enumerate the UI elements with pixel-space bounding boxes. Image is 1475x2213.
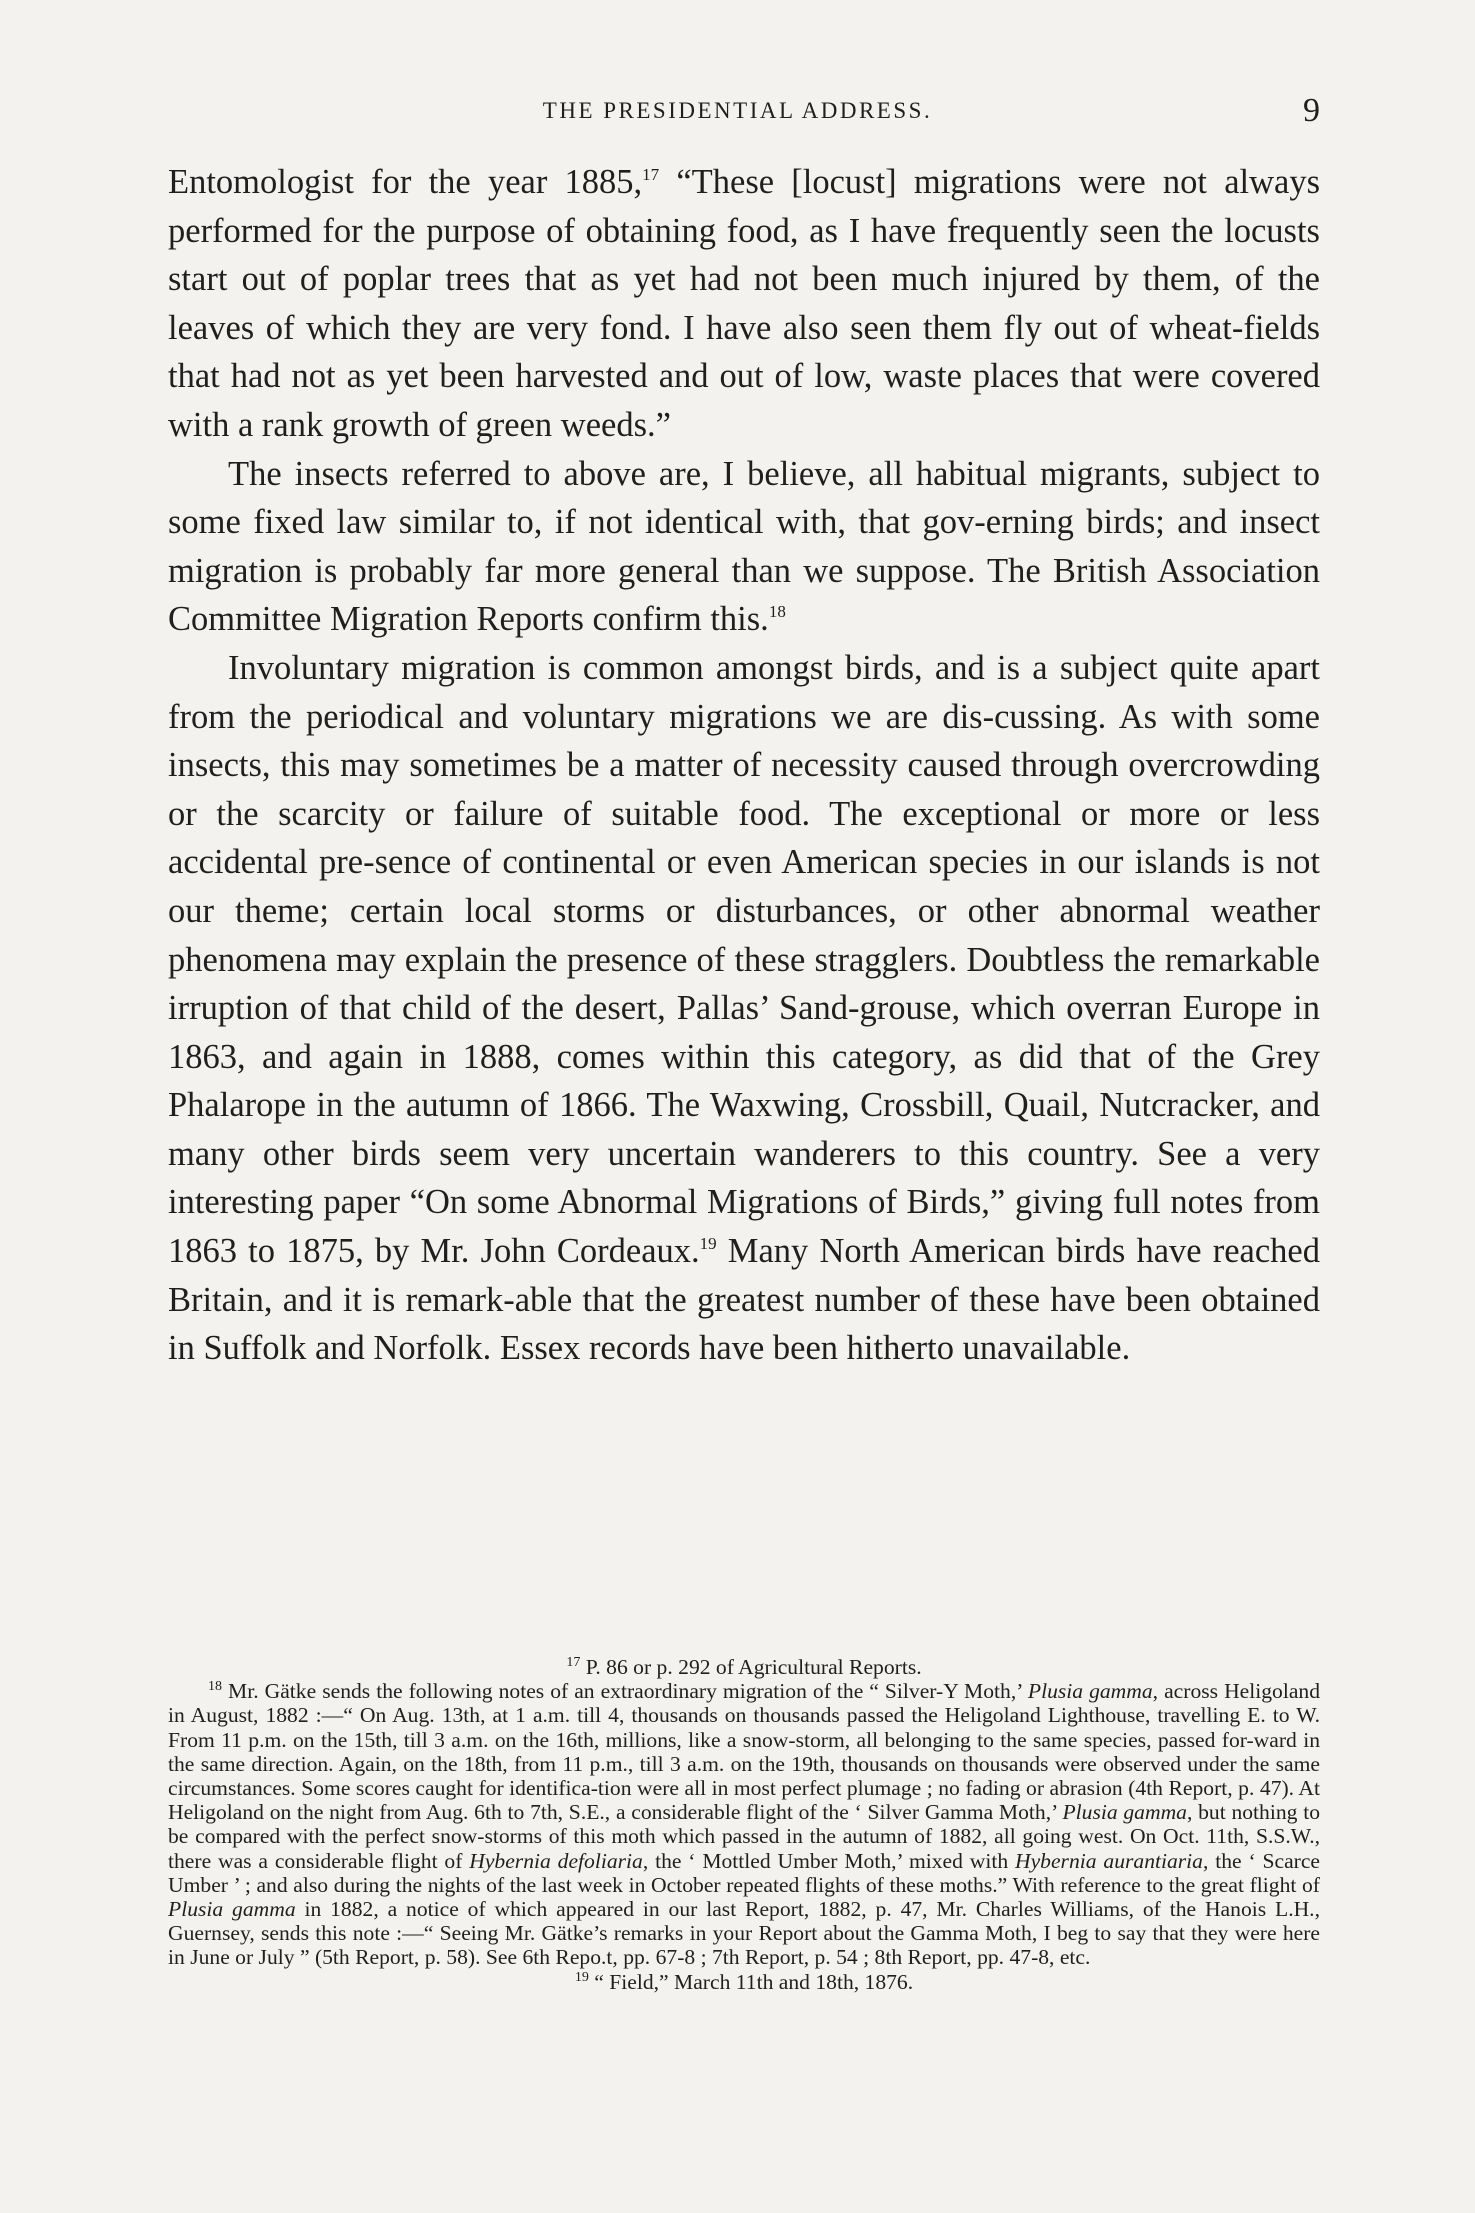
footnote-19-number: 19: [574, 1969, 589, 1985]
footnote-18-text-6: in 1882, a notice of which appeared in our last Report, 1882, p. 47, Mr. Charles Williams, of the Hanois L.H., Guernsey, sends this note :—“ Seeing Mr. Gätke’s remarks in your Report about the Gamma Moth, I beg to say that they were here in June or July ” (5th Report, p. 58). See 6th Repo.t, pp. 67-8 ; 7th Report, p. 54 ; 8th Report, pp. 47-8, etc.: [168, 1897, 1320, 1970]
paragraph-2: [168, 450, 1320, 644]
body-text: [168, 158, 1320, 1373]
footnote-18-number: 18: [208, 1679, 222, 1695]
footnote-19-text: “ Field,” March 11th and 18th, 1876.: [588, 1969, 914, 1994]
footnote-ref-18: 18: [768, 602, 786, 622]
species-name: Plusia gamma: [1027, 1679, 1153, 1704]
page-number: 9: [1303, 92, 1320, 129]
paragraph-3-text-b: Many North American birds have reached Britain, and it is remark-able that the greatest number of these have been obtained in Suffolk and Norfolk. Essex records have been hitherto unavailable.: [168, 1232, 1320, 1368]
paragraph-1-text-a: Entomologist for the year 1885,: [168, 163, 643, 201]
footnote-17-text: P. 86 or p. 292 of Agricultural Reports.: [580, 1655, 922, 1679]
species-name: Hybernia aurantiaria: [1015, 1848, 1203, 1873]
running-title: THE PRESIDENTIAL ADDRESS.: [542, 98, 933, 123]
paragraph-1: [168, 158, 1320, 450]
footnote-17-number: 17: [566, 1655, 581, 1670]
paragraph-2-text: The insects referred to above are, I believe, all habitual migrants, subject to some fixed law similar to, if not identical with, that gov-erning birds; and insect migration is probably far more general than we suppose. The British Association Committee Migration Reports confirm this.: [168, 454, 1320, 639]
footnote-18-text-1: Mr. Gätke sends the following notes of an extraordinary migration of the “ Silver-Y Moth,’: [222, 1679, 1028, 1704]
paragraph-1-text-b: “These [locust] migrations were not always performed for the purpose of obtaining food, as I have frequently seen the locusts start out of poplar trees that as yet had not been much injured by them, of the leaves of which they are very fond. I have also seen them fly out of wheat-fields that had not as yet been harvested and out of low, waste places that were covered with a rank growth of green weeds.”: [168, 163, 1320, 444]
footnote-18-text-5: , the ‘ Scarce Umber ’ ; and also during the nights of the last week in October repeated flights of these moths.” With reference to the great flight of: [168, 1848, 1321, 1897]
footnote-18-text-3: , but nothing to be compared with the perfect snow-storms of this moth which passed in the autumn of 1882, all going west. On Oct. 11th, S.S.W., there was a considerable flight of: [168, 1800, 1320, 1873]
footnote-18-text-2: , across Heligoland in August, 1882 :—“ On Aug. 13th, at 1 a.m. till 4, thousands on thousands passed the Heligoland Lighthouse, travelling E. to W. From 11 p.m. on the 15th, till 3 a.m. on the 16th, millions, like a snow-storm, all belonging to the same species, passed for-ward in the same direction. Again, on the 18th, from 11 p.m., till 3 a.m. on the 19th, thousands on thousands were observed under the same circumstances. Some scores caught for identifica-tion were all in most perfect plumage ; no fading or abrasion (4th Report, p. 47). At Heligoland on the night from Aug. 6th to 7th, S.E., a considerable flight of the ‘ Silver Gamma Moth,’: [168, 1679, 1321, 1825]
footnote-18: [168, 1679, 1320, 1969]
paragraph-3: [168, 644, 1320, 1373]
running-head: [0, 92, 1475, 132]
footnote-ref-17: 17: [642, 165, 660, 184]
footnote-18-text-4: , the ‘ Mottled Umber Moth,’ mixed with: [642, 1848, 1015, 1873]
species-name: Plusia gamma: [1062, 1800, 1187, 1825]
footnotes: [168, 1655, 1320, 1994]
species-name: Plusia gamma: [168, 1897, 296, 1922]
footnote-19: [168, 1970, 1320, 1994]
footnote-17: [168, 1655, 1320, 1679]
species-name: Hybernia defoliaria: [469, 1848, 643, 1873]
footnote-ref-19: 19: [699, 1234, 717, 1254]
paragraph-3-text-a: Involuntary migration is common amongst birds, and is a subject quite apart from the periodical and voluntary migrations we are dis-cussing. As with some insects, this may sometimes be a matter of necessity caused through overcrowding or the scarcity or failure of suitable food. The exceptional or more or less accidental pre-sence of continental or even American species in our islands is not our theme; certain local storms or disturbances, or other abnormal weather phenomena may explain the presence of these stragglers. Doubtless the remarkable irruption of that child of the desert, Pallas’ Sand-grouse, which overran Europe in 1863, and again in 1888, comes within this category, as did that of the Grey Phalarope in the autumn of 1866. The Waxwing, Crossbill, Quail, Nutcracker, and many other birds seem very uncertain wanderers to this country. See a very interesting paper “On some Abnormal Migrations of Birds,” giving full notes from 1863 to 1875, by Mr. John Cordeaux.: [168, 648, 1320, 1271]
